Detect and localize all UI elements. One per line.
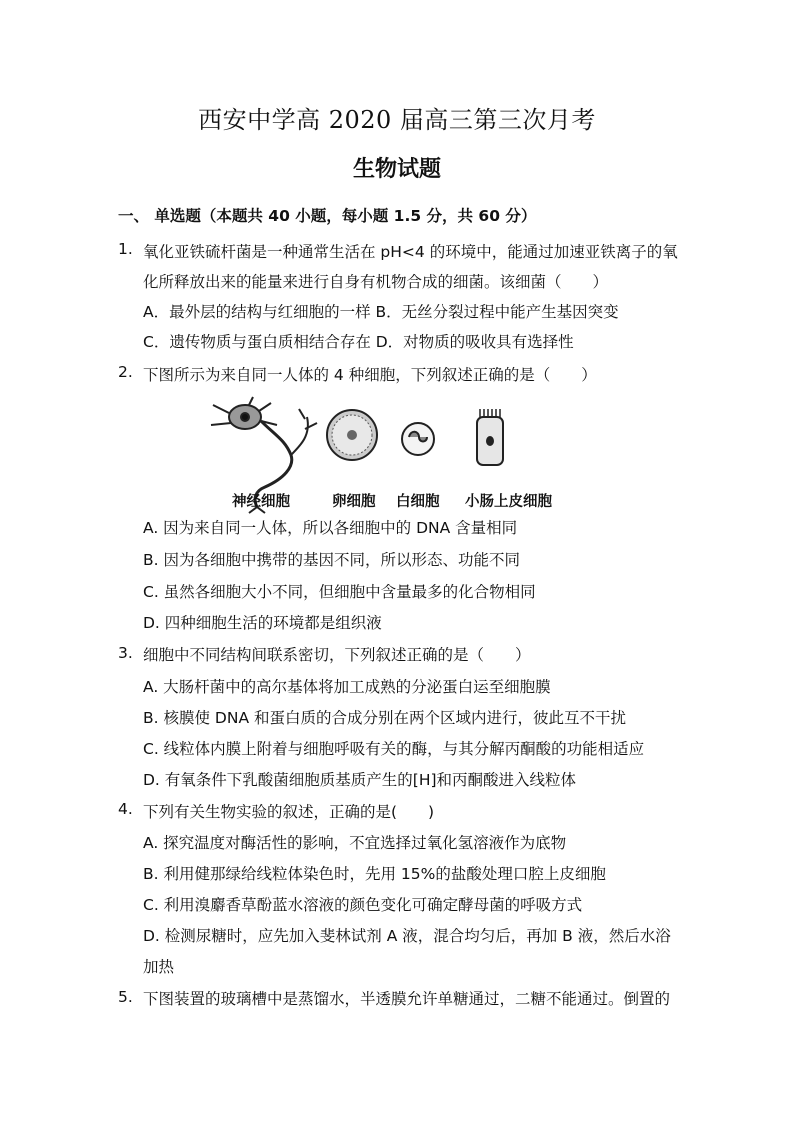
question-number: 3. (118, 644, 133, 662)
answer-option: D. 四种细胞生活的环境都是组织液 (143, 614, 382, 632)
answer-option: A. 因为来自同一人体，所以各细胞中的 DNA 含量相同 (143, 519, 518, 537)
answer-option-continued: 加热 (143, 958, 175, 976)
question-text: 氧化亚铁硫杆菌是一种通常生活在 pH<4 的环境中，能通过加速亚铁离子的氧 (143, 243, 678, 261)
page-title: 西安中学高 2020 届高三第三次月考 (198, 106, 596, 134)
egg-cell-illustration (327, 410, 377, 460)
question-number: 4. (118, 800, 133, 818)
question-number: 2. (118, 363, 133, 381)
white-blood-cell-illustration (402, 423, 434, 455)
question-text: 下图所示为来自同一人体的 4 种细胞，下列叙述正确的是（ ） (143, 366, 597, 384)
question-number: 1. (118, 240, 133, 258)
answer-option: C. 虽然各细胞大小不同，但细胞中含量最多的化合物相同 (143, 583, 536, 601)
question-text: 化所释放出来的能量来进行自身有机物合成的细菌。该细菌（ ） (143, 273, 609, 291)
answer-option: C. 利用溴麝香草酚蓝水溶液的颜色变化可确定酵母菌的呼吸方式 (143, 896, 583, 914)
answer-option: D. 检测尿糖时，应先加入斐林试剂 A 液，混合均匀后，再加 B 液，然后水浴 (143, 927, 671, 945)
answer-option: C. 线粒体内膜上附着与细胞呼吸有关的酶，与其分解丙酮酸的功能相适应 (143, 740, 645, 758)
answer-option: A. 大肠杆菌中的高尔基体将加工成熟的分泌蛋白运至细胞膜 (143, 678, 551, 696)
answer-option: B. 利用健那绿给线粒体染色时，先用 15%的盐酸处理口腔上皮细胞 (143, 865, 606, 883)
question-text: 细胞中不同结构间联系密切，下列叙述正确的是（ ） (143, 646, 531, 664)
question-number: 5. (118, 988, 133, 1006)
answer-option: B. 因为各细胞中携带的基因不同，所以形态、功能不同 (143, 551, 520, 569)
answer-options: C．遗传物质与蛋白质相结合存在 D．对物质的吸收具有选择性 (143, 333, 574, 351)
figure-label-white-blood-cell: 白细胞 (396, 494, 440, 510)
question-text: 下图装置的玻璃槽中是蒸馏水，半透膜允许单糖通过，二糖不能通过。倒置的 (143, 990, 671, 1008)
answer-option: D. 有氧条件下乳酸菌细胞质基质产生的[H]和丙酮酸进入线粒体 (143, 771, 577, 789)
answer-option: A. 探究温度对酶活性的影响，不宜选择过氧化氢溶液作为底物 (143, 834, 567, 852)
answer-option: B. 核膜使 DNA 和蛋白质的合成分别在两个区域内进行，彼此互不干扰 (143, 709, 626, 727)
figure-label-nerve-cell: 神经细胞 (232, 494, 290, 510)
figure-label-egg-cell: 卵细胞 (332, 494, 376, 510)
question-text: 下列有关生物实验的叙述，正确的是( ) (143, 803, 435, 821)
section-heading: 一、 单选题（本题共 40 小题，每小题 1.5 分，共 60 分） (118, 207, 537, 225)
answer-options: A．最外层的结构与红细胞的一样 B．无丝分裂过程中能产生基因突变 (143, 303, 619, 321)
figure-label-intestinal-cell: 小肠上皮细胞 (465, 494, 552, 510)
intestinal-epithelial-cell-illustration (477, 409, 503, 465)
page-subtitle: 生物试题 (352, 156, 441, 182)
